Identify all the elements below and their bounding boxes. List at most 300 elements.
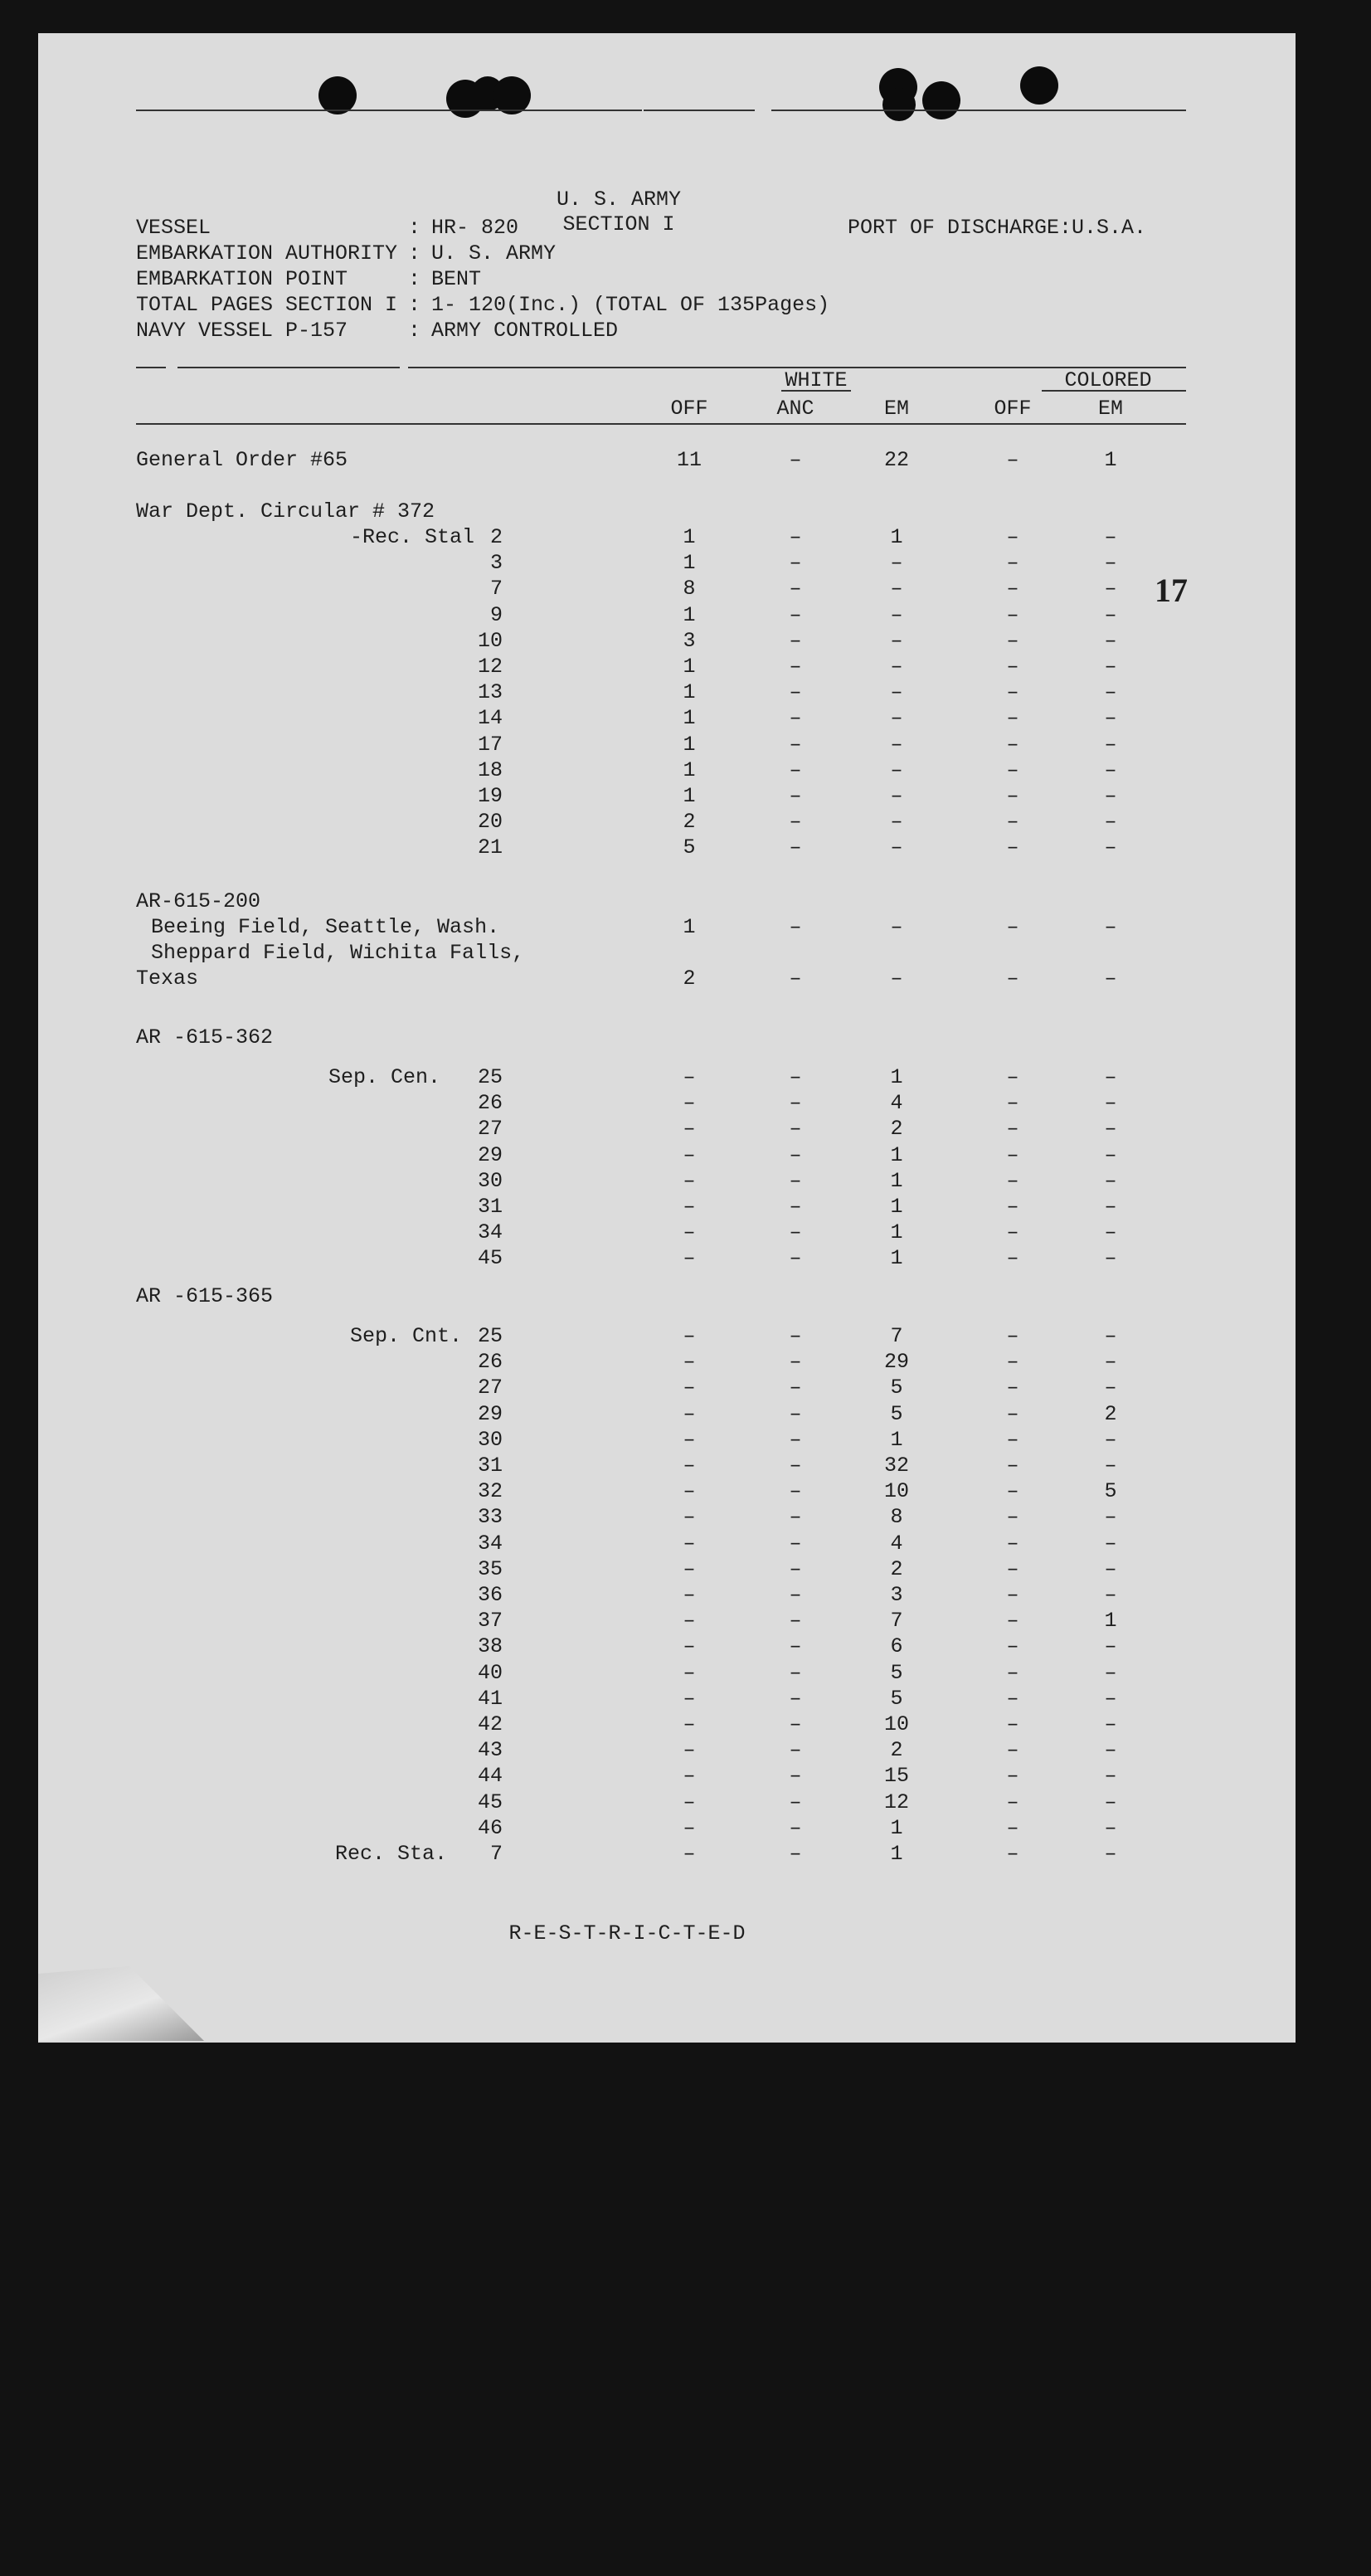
colored-off-cell: – (1006, 1246, 1019, 1271)
anc-cell: – (789, 784, 802, 808)
em-cell: 12 (883, 1790, 909, 1814)
colored-off-cell: – (1006, 1142, 1019, 1167)
off-cell: 8 (683, 577, 696, 601)
colored-em-cell: 1 (1104, 1609, 1117, 1634)
anc-cell: – (789, 1350, 802, 1375)
anc-cell: – (789, 1376, 802, 1400)
meta-value: ARMY CONTROLLED (431, 319, 619, 343)
punch-hole-6 (882, 88, 916, 121)
row-number: 7 (489, 1842, 503, 1866)
colored-em-cell: – (1104, 1712, 1117, 1736)
row-number: 13 (477, 680, 503, 705)
row-number: 35 (477, 1556, 503, 1581)
document-page: U. S. ARMY SECTION I PORT OF DISCHARGE:U.S.A. WHITE COLORED OFF ANC EM OFF EM 17 R-E-S-T-R-I-C-T-E-D VESSEL : HR- 820 EMBARKATION AUTHORITY : U. S. ARMY EMBARKATION POINT : BENT TOTAL PAGES SECTION I : 1- 120(Inc.) (TOTAL OF 135Pages) NAVY VESSEL P-157 : ARMY CONTROLLED General Order #65 11 – 22 – 1 War Dept. Circular # 372 -Rec. Stal 2 1 – 1 – – 3 1 – – – – 7 8 – – – – 9 1 – – – – 10 3 – – – – 12 1 – – – – 13 1 – – – – 14 1 – – – – 17 1 – – – – 18 1 – – – – 19 1 – – – – 20 2 – – – – 21 5 – – – – AR-615-200 Beeing Field, Seattle, Wash. 1 – – – – Sheppard Field, Wichita Falls, Texas 2 – – – – AR -615-362 Sep. Cen. 25 – – 1 – – 26 – – 4 – – 27 – – 2 – – 29 – – 1 – – 30 – – 1 – – 31 – – 1 – – 34 – – 1 – – 45 – – 1 – – AR -615-365 Sep. Cnt. 25 – – 7 – – 26 – – 29 – – 27 – – 5 – – 29 – – 5 – 2 30 – – 1 – – 31 – – 32 – – 32 – – 10 – 5 33 – – 8 – – 34 – – 4 – – 35 – – 2 – – 36 – – 3 – – 37 – – 7 – 1 38 – – 6 – – 40 – – 5 – – 41 – – 5 – – 42 – – 10 – – 43 – – 2 – – 44 – – 15 – – 45 – – 12 – – 46 – – 1 – – Rec. Sta. 7 – – 1 – – (38, 33, 1296, 2043)
colored-off-cell: – (1006, 1842, 1019, 1866)
section-title: AR-615-200 (136, 889, 261, 913)
colored-off-cell: – (1006, 525, 1019, 549)
anc-cell: – (789, 967, 802, 991)
row-number: 7 (489, 577, 503, 601)
row-number: 29 (477, 1401, 503, 1426)
off-cell: – (683, 1401, 696, 1426)
colored-em-cell: – (1104, 810, 1117, 835)
colored-em-cell: – (1104, 784, 1117, 808)
row-number: 38 (477, 1634, 503, 1659)
off-cell: – (683, 1660, 696, 1685)
em-cell: 4 (890, 1091, 903, 1116)
anc-cell: – (789, 655, 802, 679)
off-cell: 1 (683, 784, 696, 808)
off-cell: – (683, 1376, 696, 1400)
em-cell: – (890, 706, 903, 731)
top-rule-mid (644, 110, 755, 111)
colored-em-cell: – (1104, 1686, 1117, 1711)
colored-off-cell: – (1006, 1220, 1019, 1245)
restricted-footer: R-E-S-T-R-I-C-T-E-D (508, 1921, 746, 1945)
row-number: 37 (477, 1609, 503, 1634)
colored-off-cell: – (1006, 706, 1019, 731)
anc-cell: – (789, 1142, 802, 1167)
colored-off-cell: – (1006, 1117, 1019, 1142)
off-cell: – (683, 1479, 696, 1504)
colored-off-cell: – (1006, 1556, 1019, 1581)
em-cell: 2 (890, 1117, 903, 1142)
off-cell: – (683, 1842, 696, 1866)
em-cell: 5 (890, 1686, 903, 1711)
colored-em-cell: – (1104, 551, 1117, 576)
off-cell: 2 (683, 967, 696, 991)
off-cell: – (683, 1634, 696, 1659)
off-header: OFF (670, 397, 708, 421)
em-cell: 1 (890, 1065, 903, 1089)
colored-off-cell: – (1006, 1712, 1019, 1736)
meta-label: VESSEL (136, 216, 211, 240)
em-cell: – (890, 655, 903, 679)
off-cell: – (683, 1712, 696, 1736)
anc-cell: – (789, 1220, 802, 1245)
em-cell: 1 (890, 1220, 903, 1245)
anc-cell: – (789, 1454, 802, 1478)
row-number: 27 (477, 1117, 503, 1142)
colored-off-cell: – (1006, 1764, 1019, 1789)
colored-em-cell: – (1104, 835, 1117, 860)
off-cell: – (683, 1142, 696, 1167)
anc-cell: – (789, 1764, 802, 1789)
anc-cell: – (789, 1790, 802, 1814)
colored-off-cell: – (1006, 1686, 1019, 1711)
off-cell: – (683, 1764, 696, 1789)
row-number: 46 (477, 1815, 503, 1840)
row-number: 34 (477, 1220, 503, 1245)
section-title: General Order #65 (136, 448, 348, 472)
anc-cell: – (789, 1324, 802, 1348)
em-cell: 2 (890, 1556, 903, 1581)
em-cell: – (890, 915, 903, 939)
colored-em-cell: – (1104, 577, 1117, 601)
colored-em-cell: – (1104, 628, 1117, 653)
em-cell: – (890, 967, 903, 991)
colored-em-cell: – (1104, 1195, 1117, 1219)
em-cell: 29 (883, 1350, 909, 1375)
off-cell: 1 (683, 680, 696, 705)
off-cell: – (683, 1324, 696, 1348)
colored-off-cell: – (1006, 1738, 1019, 1763)
em-cell: – (890, 835, 903, 860)
top-rule-left (136, 110, 642, 111)
colored-em-cell: – (1104, 1583, 1117, 1607)
off-cell: – (683, 1350, 696, 1375)
row-number: 40 (477, 1660, 503, 1685)
colored-off-cell: – (1006, 967, 1019, 991)
colored-em-cell: – (1104, 525, 1117, 549)
row-number: 36 (477, 1583, 503, 1607)
margin-page-number: 17 (1155, 572, 1188, 609)
colored-off-cell: – (1006, 1531, 1019, 1556)
em-cell: 3 (890, 1583, 903, 1607)
colored-off-cell: – (1006, 1609, 1019, 1634)
row-number: 31 (477, 1454, 503, 1478)
colored-em-cell: – (1104, 655, 1117, 679)
off-cell: 1 (683, 655, 696, 679)
row-number: 43 (477, 1738, 503, 1763)
row-number: 14 (477, 706, 503, 731)
anc-cell: – (789, 1117, 802, 1142)
punch-hole-8 (1020, 66, 1058, 105)
colored-off-cell: – (1006, 810, 1019, 835)
off-cell: – (683, 1583, 696, 1607)
anc-cell: – (789, 1479, 802, 1504)
colored-em-cell: – (1104, 1246, 1117, 1271)
colored-em-cell: – (1104, 1065, 1117, 1089)
off-cell: – (683, 1531, 696, 1556)
colored-em-cell: 5 (1104, 1479, 1117, 1504)
meta-value: 1- 120(Inc.) (TOTAL OF 135Pages) (431, 293, 830, 317)
em-cell: – (890, 757, 903, 782)
em-cell: 1 (890, 1168, 903, 1193)
off-cell: 1 (683, 915, 696, 939)
off-cell: – (683, 1246, 696, 1271)
anc-cell: – (789, 1091, 802, 1116)
off-cell: 5 (683, 835, 696, 860)
off-cell: 1 (683, 602, 696, 627)
colored-off-cell: – (1006, 602, 1019, 627)
colored-em-cell: – (1104, 1738, 1117, 1763)
punch-hole-7 (922, 81, 960, 119)
section-subtitle: Sep. Cnt. (350, 1324, 463, 1348)
colored-em-cell: – (1104, 1350, 1117, 1375)
anc-cell: – (789, 835, 802, 860)
em-cell: 1 (890, 1427, 903, 1452)
colored-off-cell: – (1006, 1454, 1019, 1478)
colored-off-cell: – (1006, 757, 1019, 782)
colored-em-cell: – (1104, 1091, 1117, 1116)
row-number: 3 (489, 551, 503, 576)
off-cell: – (683, 1454, 696, 1478)
anc-cell: – (789, 1686, 802, 1711)
colored-em-cell: – (1104, 1815, 1117, 1840)
off-cell: 3 (683, 628, 696, 653)
anc-cell: – (789, 757, 802, 782)
white-header: WHITE (785, 368, 848, 392)
em-cell: 4 (890, 1531, 903, 1556)
colored-off-cell: – (1006, 915, 1019, 939)
colored-off-cell: – (1006, 732, 1019, 757)
anc-cell: – (789, 448, 802, 472)
colored-off-cell: – (1006, 1091, 1019, 1116)
row-number: 20 (477, 810, 503, 835)
colored-em-cell: 2 (1104, 1401, 1117, 1426)
entry-line: Texas (136, 967, 199, 991)
colored-em-cell: – (1104, 602, 1117, 627)
header-rule-1a (136, 367, 166, 368)
colored-off-cell: – (1006, 577, 1019, 601)
colored-em-cell: – (1104, 1531, 1117, 1556)
colored-off-cell: – (1006, 448, 1019, 472)
em-cell: 1 (890, 1142, 903, 1167)
meta-separator: : (408, 267, 421, 291)
em-cell: – (890, 577, 903, 601)
em-cell: 5 (890, 1376, 903, 1400)
row-number: 31 (477, 1195, 503, 1219)
em-cell: 2 (890, 1738, 903, 1763)
colored-em-cell: – (1104, 1842, 1117, 1866)
meta-value: HR- 820 (431, 216, 519, 240)
colored-em-cell: – (1104, 1454, 1117, 1478)
colored-em-cell: – (1104, 1376, 1117, 1400)
colored-off-cell: – (1006, 1401, 1019, 1426)
off-cell: – (683, 1505, 696, 1530)
em-cell: 5 (890, 1660, 903, 1685)
row-number: 33 (477, 1505, 503, 1530)
row-number: 30 (477, 1168, 503, 1193)
colored-header: COLORED (1064, 368, 1152, 392)
row-number: 12 (477, 655, 503, 679)
meta-label: EMBARKATION POINT (136, 267, 348, 291)
row-number: 9 (489, 602, 503, 627)
anc-cell: – (789, 1065, 802, 1089)
off-cell: – (683, 1195, 696, 1219)
port-of-discharge: PORT OF DISCHARGE:U.S.A. (848, 216, 1147, 240)
anc-cell: – (789, 577, 802, 601)
row-number: 17 (477, 732, 503, 757)
em-cell: – (890, 602, 903, 627)
meta-separator: : (408, 216, 421, 240)
anc-cell: – (789, 1505, 802, 1530)
colored-off-cell: – (1006, 1660, 1019, 1685)
colored-em-cell: – (1104, 706, 1117, 731)
section-subtitle: Sep. Cen. (328, 1065, 441, 1089)
em-cell: 6 (890, 1634, 903, 1659)
off-cell: – (683, 1091, 696, 1116)
colored-em-cell: – (1104, 1790, 1117, 1814)
row-number: 25 (477, 1065, 503, 1089)
meta-label: EMBARKATION AUTHORITY (136, 241, 398, 265)
colored-em-cell: – (1104, 1660, 1117, 1685)
colored-off-cell: – (1006, 1479, 1019, 1504)
anc-cell: – (789, 1427, 802, 1452)
em-cell: 32 (883, 1454, 909, 1478)
colored-off-cell: – (1006, 1195, 1019, 1219)
row-number: 44 (477, 1764, 503, 1789)
anc-cell: – (789, 1634, 802, 1659)
row-number: 45 (477, 1790, 503, 1814)
row-number: 45 (477, 1246, 503, 1271)
row-number: 30 (477, 1427, 503, 1452)
off-cell: – (683, 1168, 696, 1193)
anc-cell: – (789, 1815, 802, 1840)
em-cell: – (890, 732, 903, 757)
section-title: AR -615-365 (136, 1284, 274, 1308)
colored-off-cell: – (1006, 1815, 1019, 1840)
header-rule-1b (177, 367, 400, 368)
em-cell: – (890, 551, 903, 576)
colored-off-cell: – (1006, 1583, 1019, 1607)
anc-cell: – (789, 551, 802, 576)
em-cell: 1 (890, 1195, 903, 1219)
colored-em-cell: – (1104, 1764, 1117, 1789)
colored-em-cell: – (1104, 915, 1117, 939)
em-header: EM (883, 397, 909, 421)
meta-separator: : (408, 319, 421, 343)
colored-em-cell: – (1104, 1634, 1117, 1659)
colored-off-cell: – (1006, 680, 1019, 705)
colored-em-cell: – (1104, 967, 1117, 991)
colored-off-cell: – (1006, 628, 1019, 653)
anc-cell: – (789, 602, 802, 627)
off-cell: 1 (683, 757, 696, 782)
anc-cell: – (789, 810, 802, 835)
em-cell: 22 (883, 448, 909, 472)
off-cell: – (683, 1815, 696, 1840)
off-cell: 1 (683, 732, 696, 757)
colored-off-cell: – (1006, 835, 1019, 860)
colored-em-cell: – (1104, 732, 1117, 757)
colored-off-cell: – (1006, 655, 1019, 679)
anc-cell: – (789, 628, 802, 653)
em-cell: 8 (890, 1505, 903, 1530)
em-cell: – (890, 784, 903, 808)
colored-off-cell: – (1006, 1065, 1019, 1089)
colored-em-cell: – (1104, 680, 1117, 705)
em-cell: – (890, 810, 903, 835)
colored-off-cell: – (1006, 784, 1019, 808)
em-cell: – (890, 628, 903, 653)
anc-cell: – (789, 1195, 802, 1219)
em-cell: 1 (890, 1842, 903, 1866)
meta-label: NAVY VESSEL P-157 (136, 319, 348, 343)
colored-off-cell: – (1006, 1350, 1019, 1375)
off-cell: – (683, 1065, 696, 1089)
off-cell: – (683, 1738, 696, 1763)
off-cell: – (683, 1686, 696, 1711)
anc-cell: – (789, 1583, 802, 1607)
section-title: War Dept. Circular # 372 (136, 499, 435, 523)
row-number: 10 (477, 628, 503, 653)
colored-em-cell: – (1104, 1117, 1117, 1142)
meta-value: U. S. ARMY (431, 241, 557, 265)
colored-off-cell: – (1006, 1168, 1019, 1193)
off-cell: 1 (683, 551, 696, 576)
row-number: 34 (477, 1531, 503, 1556)
anc-cell: – (789, 1531, 802, 1556)
anc-cell: – (789, 706, 802, 731)
colored-off-cell: – (1006, 1505, 1019, 1530)
off-cell: – (683, 1117, 696, 1142)
colored-em-cell: – (1104, 757, 1117, 782)
top-rule-right (771, 110, 1186, 111)
row-number: 2 (489, 525, 503, 549)
off-cell: 1 (683, 525, 696, 549)
anc-cell: – (789, 1712, 802, 1736)
anc-cell: – (789, 1609, 802, 1634)
row-number: 26 (477, 1350, 503, 1375)
colored-off-cell: – (1006, 1634, 1019, 1659)
em-cell: 1 (890, 525, 903, 549)
em-cell: 15 (883, 1764, 909, 1789)
colored-em-cell: – (1104, 1427, 1117, 1452)
anc-cell: – (789, 1168, 802, 1193)
row-number: 29 (477, 1142, 503, 1167)
section-subtitle: Rec. Sta. (335, 1842, 448, 1866)
row-number: 41 (477, 1686, 503, 1711)
colored-em-cell: – (1104, 1324, 1117, 1348)
off-cell: 11 (676, 448, 702, 472)
colored-off-cell: – (1006, 1324, 1019, 1348)
off-cell: 1 (683, 706, 696, 731)
anc-cell: – (789, 1660, 802, 1685)
colored-off-cell: – (1006, 1790, 1019, 1814)
anc-cell: – (789, 915, 802, 939)
section-subtitle: -Rec. Stal (350, 525, 475, 549)
colored-off-cell: – (1006, 551, 1019, 576)
meta-value: BENT (431, 267, 482, 291)
anc-header: ANC (776, 397, 814, 421)
meta-label: TOTAL PAGES SECTION I (136, 293, 398, 317)
row-number: 25 (477, 1324, 503, 1348)
off-cell: – (683, 1556, 696, 1581)
row-number: 32 (477, 1479, 503, 1504)
row-number: 19 (477, 784, 503, 808)
row-number: 42 (477, 1712, 503, 1736)
row-number: 27 (477, 1376, 503, 1400)
colored-em-cell: – (1104, 1168, 1117, 1193)
anc-cell: – (789, 525, 802, 549)
meta-separator: : (408, 293, 421, 317)
off-cell: – (683, 1609, 696, 1634)
colored-em-header: EM (1097, 397, 1123, 421)
anc-cell: – (789, 1401, 802, 1426)
page-curl (38, 1966, 204, 2041)
row-number: 21 (477, 835, 503, 860)
anc-cell: – (789, 732, 802, 757)
section-title: AR -615-362 (136, 1025, 274, 1049)
off-cell: – (683, 1427, 696, 1452)
off-cell: 2 (683, 810, 696, 835)
off-cell: – (683, 1790, 696, 1814)
meta-separator: : (408, 241, 421, 265)
em-cell: 7 (890, 1609, 903, 1634)
em-cell: 10 (883, 1712, 909, 1736)
colored-em-cell: – (1104, 1505, 1117, 1530)
entry-line: Beeing Field, Seattle, Wash. (151, 915, 500, 939)
colored-em-cell: – (1104, 1220, 1117, 1245)
colored-em-cell: 1 (1104, 448, 1117, 472)
colored-off-cell: – (1006, 1376, 1019, 1400)
anc-cell: – (789, 1738, 802, 1763)
em-cell: 7 (890, 1324, 903, 1348)
em-cell: 1 (890, 1246, 903, 1271)
anc-cell: – (789, 1842, 802, 1866)
colored-em-cell: – (1104, 1142, 1117, 1167)
